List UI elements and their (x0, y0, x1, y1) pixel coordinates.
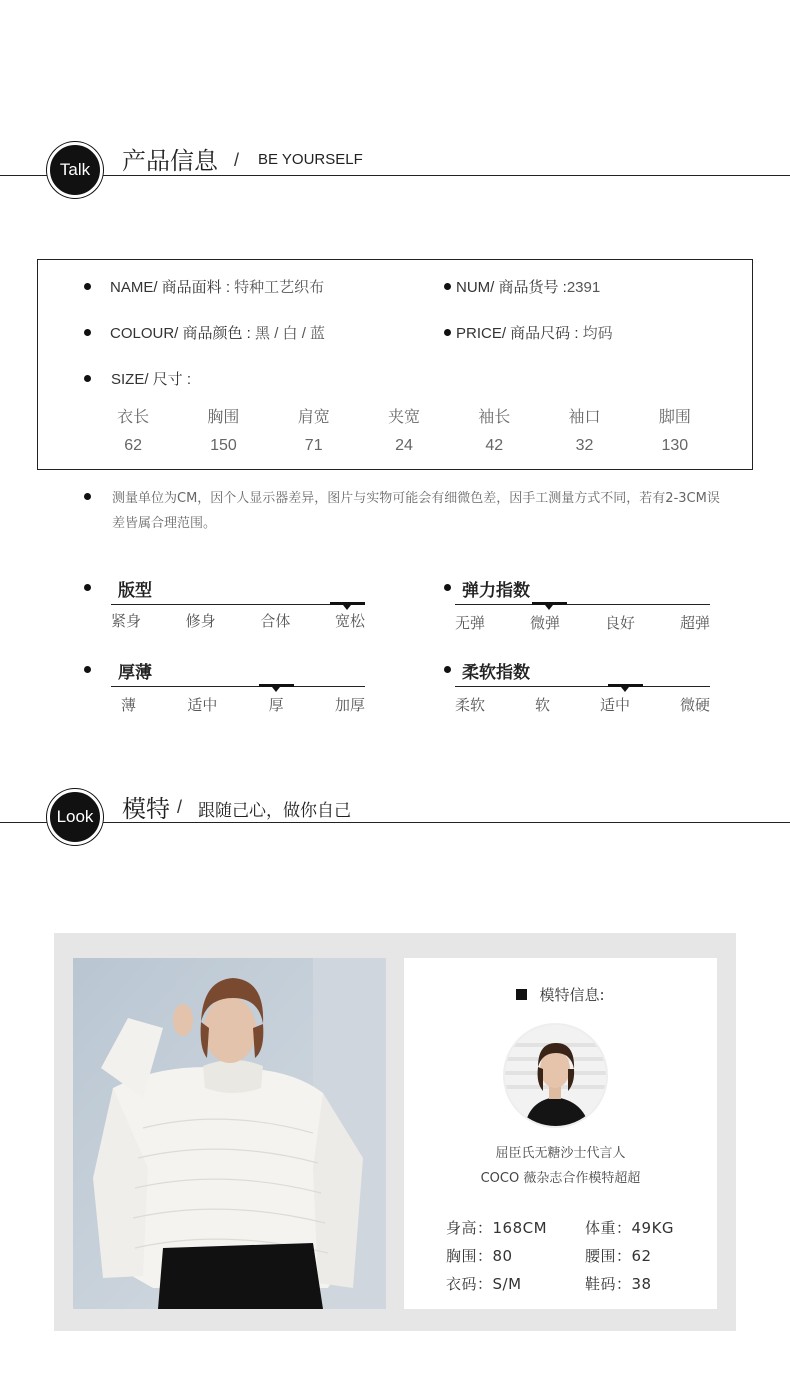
section-title: 模特 (122, 795, 170, 823)
scale-title-softness: 柔软指数 (462, 663, 530, 683)
info-colour-key: COLOUR/ 商品颜色 : (110, 325, 251, 342)
info-size-key: SIZE/ 尺寸 : (111, 371, 192, 388)
bullet-icon (444, 666, 451, 673)
size-value: 42 (485, 437, 504, 454)
scale-label: 薄 (121, 696, 137, 714)
bullet-icon (84, 493, 91, 500)
scale-line (111, 686, 365, 687)
size-label: 衣长 (117, 409, 150, 426)
size-column (449, 404, 539, 461)
info-colour (110, 322, 325, 343)
size-column (178, 404, 268, 461)
size-column (88, 404, 178, 461)
bullet-icon (444, 584, 451, 591)
scale-pointer-icon (545, 605, 553, 610)
bullet-icon (84, 666, 91, 673)
scale-label: 宽松 (334, 612, 365, 630)
info-colour-value: 黑 / 白 / 蓝 (250, 325, 326, 342)
scale-label: 超弹 (679, 614, 710, 632)
scale-label: 微弹 (529, 614, 560, 632)
section-divider-line (0, 822, 790, 823)
stat-size: 衣码：S/M (446, 1275, 522, 1293)
stat-height: 身高：168CM (446, 1219, 548, 1237)
info-num-key: NUM/ 商品货号 : (456, 279, 567, 296)
model-info-card (404, 958, 717, 1309)
size-label: 肩宽 (297, 409, 330, 426)
scale-label: 加厚 (334, 696, 365, 714)
scale-labels (455, 612, 710, 633)
scale-label: 柔软 (455, 696, 486, 714)
model-photo (73, 958, 386, 1309)
size-value: 71 (304, 437, 323, 454)
model-photo-illustration (73, 958, 386, 1309)
model-info-title (404, 984, 717, 1005)
model-intro-line1: 屈臣氏无糖沙士代言人 (495, 1146, 626, 1161)
scale-label: 紧身 (111, 612, 142, 630)
bullet-icon (84, 375, 91, 382)
scale-label: 良好 (604, 614, 635, 632)
section-divider-line (0, 175, 790, 176)
measurement-note: 测量单位为CM，因个人显示器差异，图片与实物可能会有细微色差，因手工测量方式不同，若有2-3CM误差皆属合理范围。 (112, 491, 720, 531)
section-subtitle: 跟随己心，做你自己 (198, 801, 351, 820)
avatar-illustration (505, 1025, 606, 1126)
scale-title-fit: 版型 (118, 581, 152, 601)
bullet-icon (444, 329, 451, 336)
size-label: 夹宽 (387, 409, 420, 426)
stat-waist: 腰围：62 (585, 1247, 652, 1265)
size-column (269, 404, 359, 461)
info-num-value: 2391 (566, 279, 601, 296)
scale-title-thickness: 厚薄 (118, 663, 152, 683)
size-label: 胸围 (207, 409, 240, 426)
info-price-key: PRICE/ 商品尺码 : (456, 325, 579, 342)
info-name-value: 特种工艺织布 (230, 279, 325, 296)
scale-label: 合体 (260, 612, 291, 630)
stat-bust: 胸围：80 (446, 1247, 513, 1265)
scale-line (455, 686, 710, 687)
size-label: 袖长 (478, 409, 511, 426)
info-name-key: NAME/ 商品面料 : (110, 279, 231, 296)
scale-label: 微硬 (679, 696, 710, 714)
scale-label: 适中 (187, 696, 218, 714)
scale-title-elasticity: 弹力指数 (462, 581, 530, 601)
scale-labels (111, 694, 365, 715)
scale-label: 软 (534, 696, 550, 714)
bullet-icon (84, 584, 91, 591)
look-badge: Look (47, 789, 103, 845)
size-value: 62 (124, 437, 143, 454)
section-slash: / (177, 797, 183, 817)
size-value: 130 (661, 437, 689, 454)
scale-line (455, 604, 710, 605)
model-avatar (503, 1023, 608, 1128)
size-column (359, 404, 449, 461)
scale-line (111, 604, 365, 605)
scale-labels (455, 694, 710, 715)
info-price (456, 322, 613, 343)
info-size (111, 368, 191, 389)
scale-label: 适中 (599, 696, 630, 714)
scale-label: 无弹 (455, 614, 486, 632)
section-slash: / (234, 150, 240, 170)
model-intro-line2: COCO 薇杂志合作模特超超 (480, 1171, 641, 1186)
scale-label: 厚 (268, 696, 284, 714)
talk-badge: Talk (47, 142, 103, 198)
size-column (630, 404, 720, 461)
scale-pointer-icon (621, 687, 629, 692)
size-value: 32 (575, 437, 594, 454)
size-column (539, 404, 629, 461)
bullet-icon (84, 329, 91, 336)
size-value: 150 (210, 437, 237, 454)
info-price-value: 均码 (578, 325, 613, 342)
section-title: 产品信息 (122, 147, 218, 175)
bullet-icon (84, 283, 91, 290)
scale-pointer-icon (272, 687, 280, 692)
square-bullet-icon (516, 989, 527, 1000)
scale-label: 修身 (185, 612, 216, 630)
info-name (110, 276, 324, 297)
info-num (456, 276, 600, 297)
section-subtitle: BE YOURSELF (258, 151, 363, 168)
model-info-title-text: 模特信息: (539, 986, 605, 1004)
size-value: 24 (395, 437, 413, 454)
size-table (88, 404, 720, 461)
stat-shoe: 鞋码：38 (585, 1275, 652, 1293)
bullet-icon (444, 283, 451, 290)
scale-labels (111, 610, 365, 631)
size-label: 袖口 (568, 409, 601, 426)
size-label: 脚围 (658, 409, 691, 426)
stat-weight: 体重：49KG (585, 1219, 675, 1237)
